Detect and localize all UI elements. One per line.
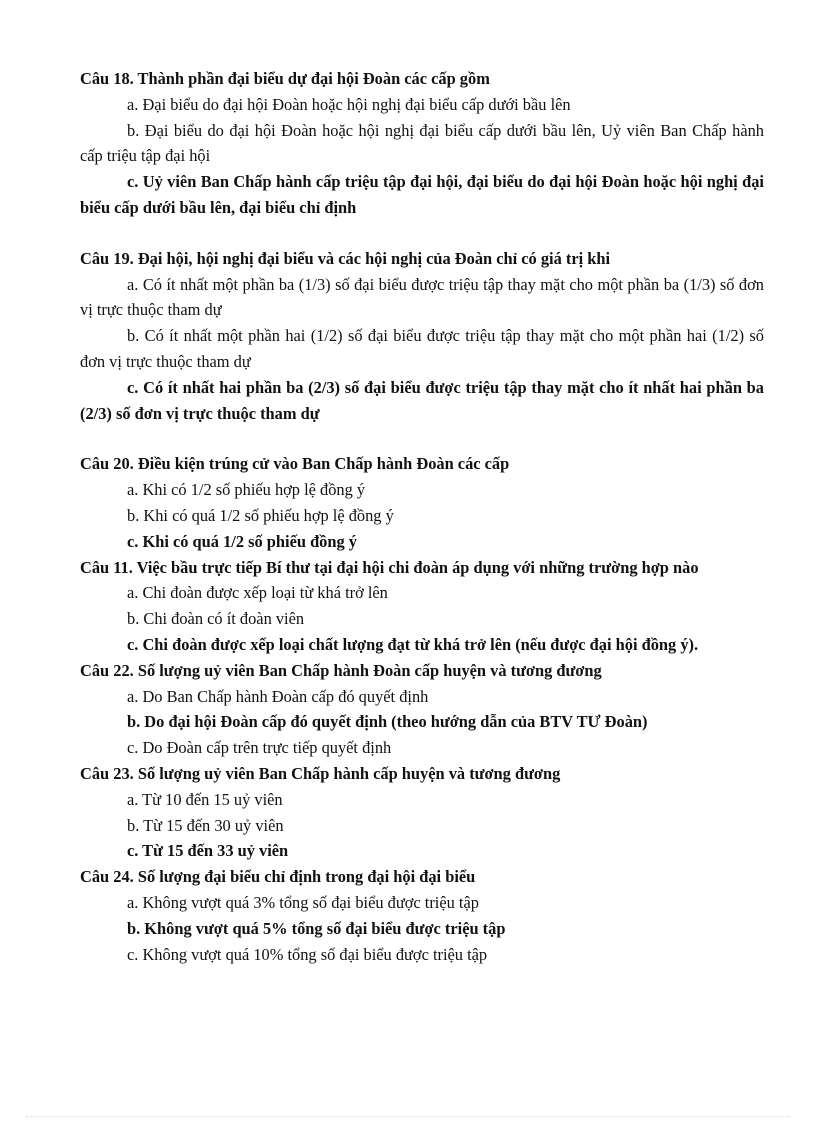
page-bottom-rule — [26, 1116, 790, 1117]
option-b-answer: b. Không vượt quá 5% tổng số đại biểu được triệu tập — [127, 918, 506, 938]
question-18 — [80, 66, 764, 221]
question-19 — [80, 246, 764, 427]
option-c-answer: c. Từ 15 đến 33 uỷ viên — [127, 841, 289, 861]
option-b: b. Chi đoàn có ít đoàn viên — [127, 609, 305, 629]
spacer — [80, 426, 764, 451]
option-a: a. Khi có 1/2 số phiếu hợp lệ đồng ý — [127, 480, 366, 500]
question-title: Câu 22. Số lượng uỷ viên Ban Chấp hành Đoàn cấp huyện và tương đương — [80, 660, 602, 680]
option-b: b. Đại biểu do đại hội Đoàn hoặc hội nghị đại biểu cấp dưới bầu lên, Uỷ viên Ban Chấp hành cấp triệu tập đại hội — [80, 120, 764, 166]
option-c-answer: c. Uỷ viên Ban Chấp hành cấp triệu tập đại hội, đại biểu do đại hội Đoàn hoặc hội nghị đại biểu cấp dưới bầu lên, đại biểu chỉ định — [80, 172, 764, 217]
question-title: Câu 20. Điều kiện trúng cử vào Ban Chấp hành Đoàn các cấp — [80, 454, 510, 474]
option-a: a. Từ 10 đến 15 uỷ viên — [127, 789, 283, 809]
option-c: c. Do Đoàn cấp trên trực tiếp quyết định — [127, 738, 392, 758]
spacer — [80, 221, 764, 246]
question-22 — [80, 658, 764, 761]
option-a: a. Không vượt quá 3% tổng số đại biểu được triệu tập — [127, 892, 479, 912]
option-a: a. Chi đoàn được xếp loại từ khá trở lên — [127, 583, 388, 603]
option-c-answer: c. Chi đoàn được xếp loại chất lượng đạt từ khá trở lên (nếu được đại hội đồng ý). — [127, 634, 699, 654]
question-title: Câu 19. Đại hội, hội nghị đại biểu và các hội nghị của Đoàn chỉ có giá trị khi — [80, 248, 611, 268]
option-a: a. Do Ban Chấp hành Đoàn cấp đó quyết định — [127, 686, 429, 706]
question-title: Câu 24. Số lượng đại biểu chỉ định trong đại hội đại biểu — [80, 867, 476, 887]
question-23 — [80, 761, 764, 864]
option-b: b. Có ít nhất một phần hai (1/2) số đại biểu được triệu tập thay mặt cho một phần hai (1/2) số đơn vị trực thuộc tham dự — [80, 326, 764, 371]
option-b: b. Khi có quá 1/2 số phiếu hợp lệ đồng ý — [127, 505, 394, 525]
option-c: c. Không vượt quá 10% tổng số đại biểu được triệu tập — [127, 944, 488, 964]
question-20 — [80, 451, 764, 554]
option-a: a. Có ít nhất một phần ba (1/3) số đại biểu được triệu tập thay mặt cho một phần ba (1/3) số đơn vị trực thuộc tham dự — [80, 274, 764, 320]
option-c-answer: c. Có ít nhất hai phần ba (2/3) số đại biểu được triệu tập thay mặt cho ít nhất hai phần ba (2/3) số đơn vị trực thuộc tham dự — [80, 377, 764, 423]
option-a: a. Đại biểu do đại hội Đoàn hoặc hội nghị đại biểu cấp dưới bầu lên — [127, 94, 571, 114]
question-title: Câu 11. Việc bầu trực tiếp Bí thư tại đại hội chi đoàn áp dụng với những trường hợp nào — [80, 557, 699, 577]
option-b-answer: b. Do đại hội Đoàn cấp đó quyết định (theo hướng dẫn của BTV TƯ Đoàn) — [127, 712, 648, 732]
question-11 — [80, 555, 764, 658]
option-c-answer: c. Khi có quá 1/2 số phiếu đồng ý — [127, 531, 357, 551]
question-24 — [80, 864, 764, 967]
document-page — [80, 66, 764, 967]
question-title: Câu 18. Thành phần đại biểu dự đại hội Đoàn các cấp gồm — [80, 69, 490, 88]
question-title: Câu 23. Số lượng uỷ viên Ban Chấp hành cấp huyện và tương đương — [80, 763, 561, 783]
option-b: b. Từ 15 đến 30 uỷ viên — [127, 815, 284, 835]
